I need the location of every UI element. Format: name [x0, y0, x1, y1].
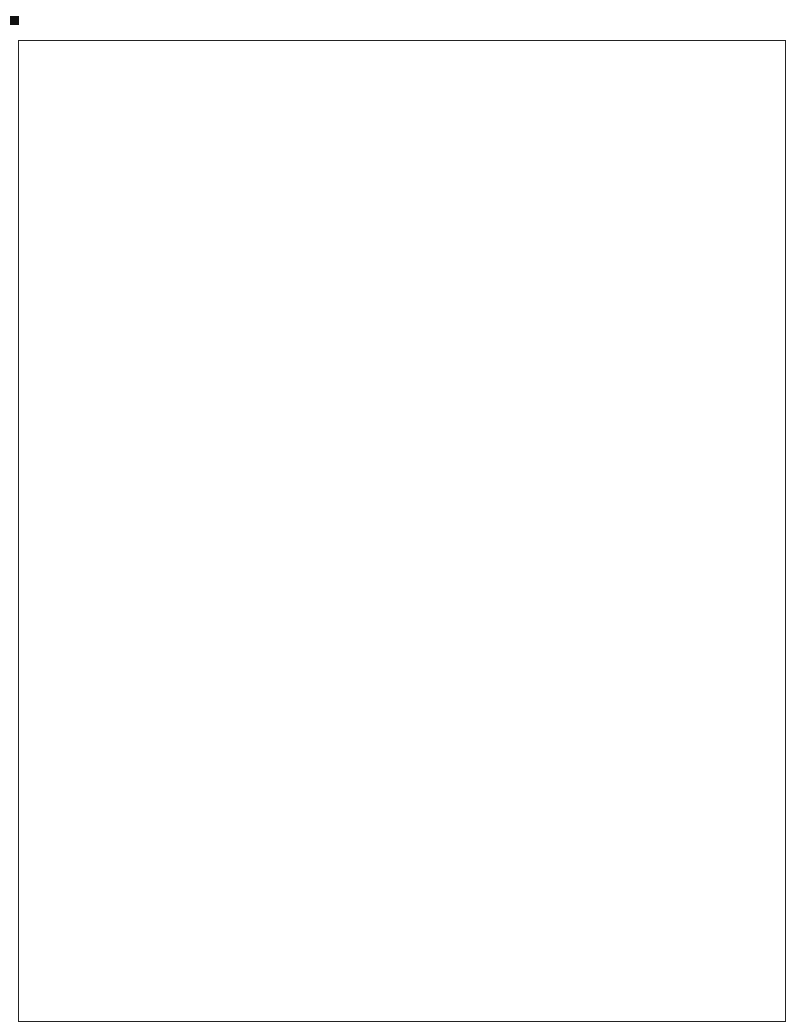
page-title — [10, 12, 38, 31]
dimensions-table-frame — [18, 40, 786, 1022]
bullet-square-icon — [10, 16, 19, 25]
